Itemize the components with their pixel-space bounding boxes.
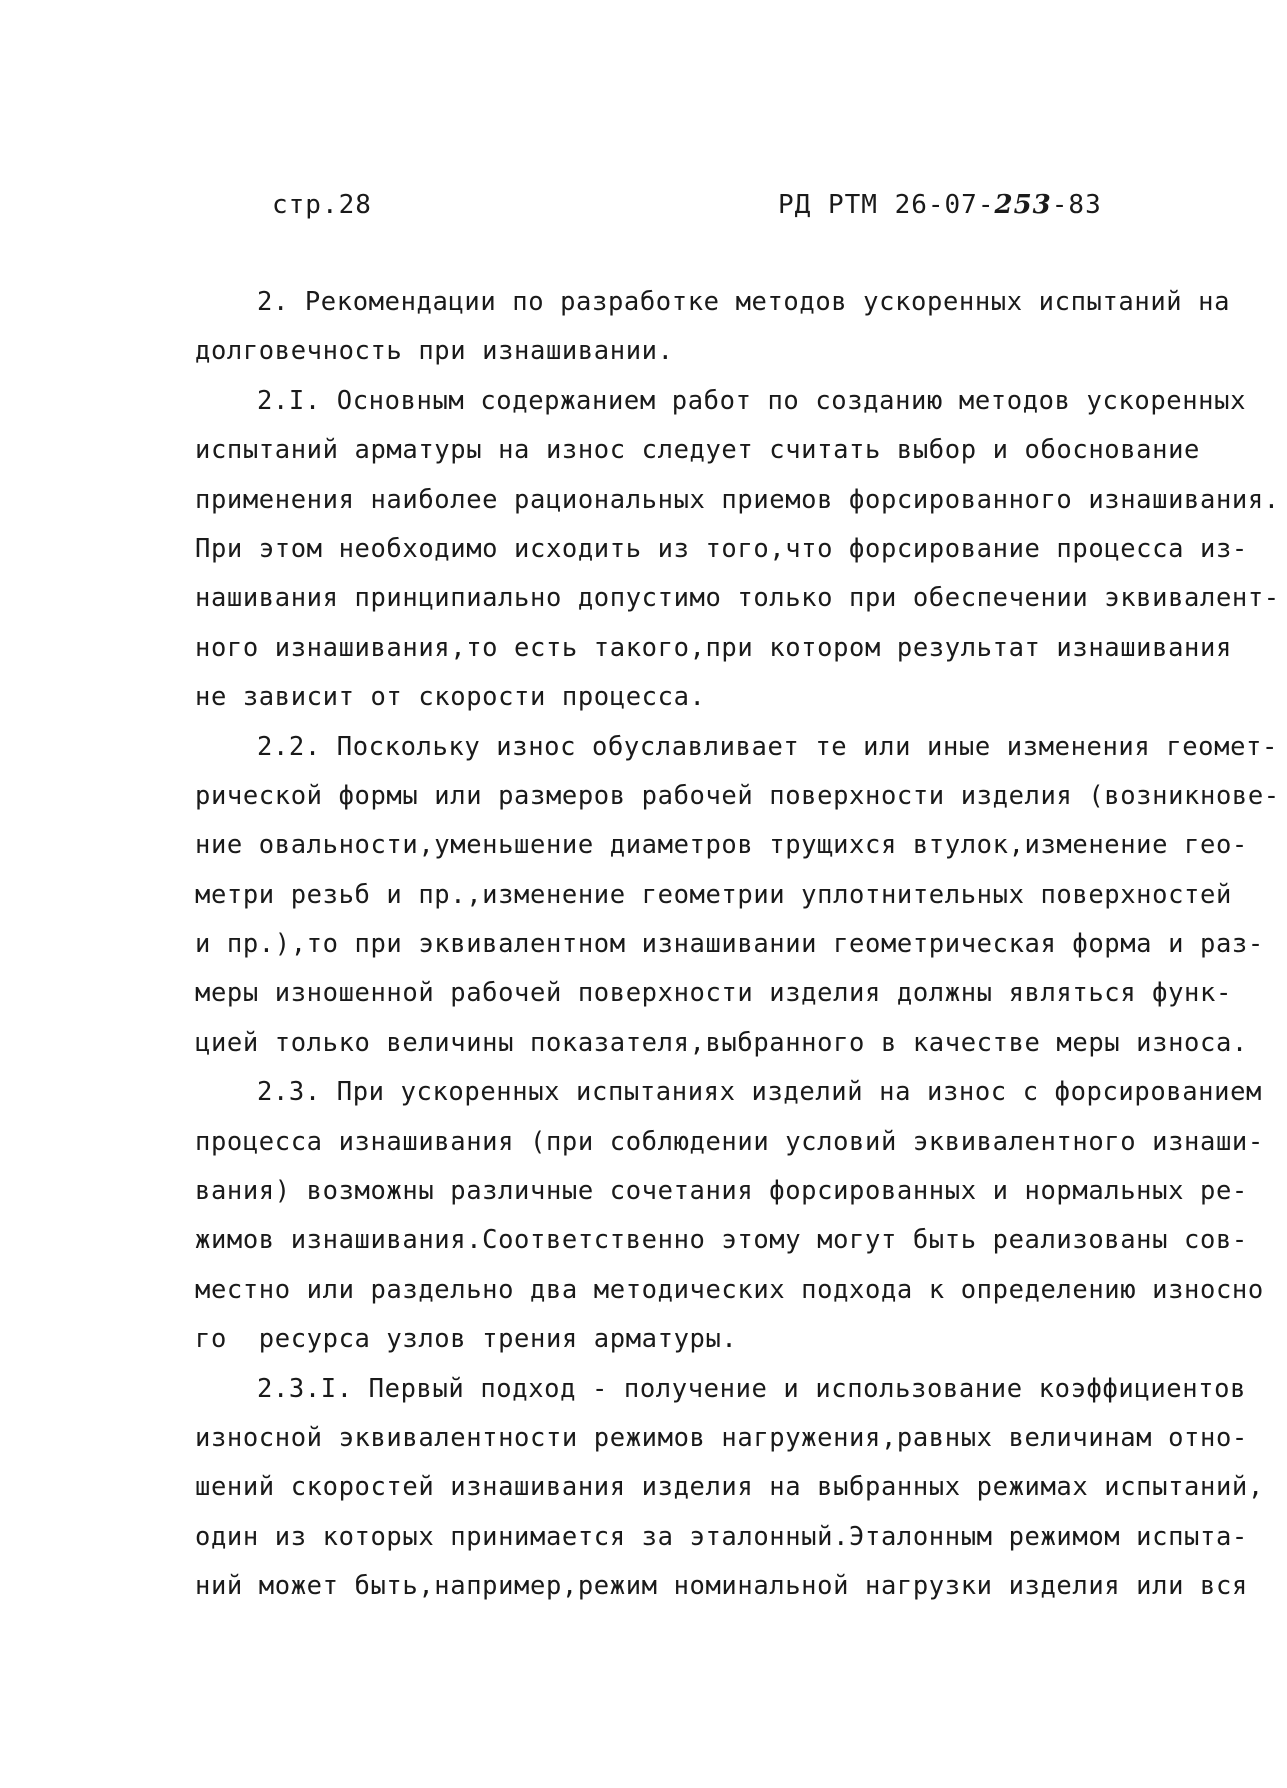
text-line: 2.I. Основным содержанием работ по созданию методов ускоренных [257,385,1247,416]
text-line: меры изношенной рабочей поверхности изделия должны являться функ- [195,978,1232,1009]
text-line: рической формы или размеров рабочей поверхности изделия (возникнове- [195,780,1280,811]
body-text [195,278,1280,1612]
text-line: ного изнашивания,то есть такого,при котором результат изнашивания [195,632,1232,663]
document-code-number: 253 [994,190,1052,220]
text-line: местно или раздельно два методических подхода к определению износно [195,1274,1264,1305]
document-code-suffix: -83 [1051,190,1102,220]
text-line: цией только величины показателя,выбранного в качестве меры износа. [195,1027,1248,1058]
text-line: и пр.),то при эквивалентном изнашивании геометрическая форма и раз- [195,929,1264,960]
text-line: При этом необходимо исходить из того,что форсирование процесса из- [195,533,1248,564]
document-code [778,190,1102,220]
text-line: шений скоростей изнашивания изделия на выбранных режимах испытаний, [195,1472,1264,1503]
text-line: не зависит от скорости процесса. [195,682,706,713]
text-line: применения наиболее рациональных приемов форсированного изнашивания. [195,484,1280,515]
text-line: испытаний арматуры на износ следует считать выбор и обоснование [195,435,1200,466]
text-line: 2. Рекомендации по разработке методов ускоренных испытаний на [257,287,1231,317]
text-line: нашивания принципиально допустимо только при обеспечении эквивалент- [195,583,1280,614]
text-line: износной эквивалентности режимов нагружения,равных величинам отно- [195,1422,1248,1453]
text-line: 2.2. Поскольку износ обуславливает те или иные изменения геомет- [257,731,1278,762]
text-line: долговечность при изнашивании. [195,336,674,367]
text-line: 2.3. При ускоренных испытаниях изделий на износ с форсированием [257,1077,1262,1108]
text-line: вания) возможны различные сочетания форсированных и нормальных ре- [195,1176,1248,1207]
text-line: ний может быть,например,режим номинальной нагрузки изделия или вся [195,1571,1248,1602]
text-line: жимов изнашивания.Соответственно этому могут быть реализованы сов- [195,1225,1248,1256]
document-code-prefix: РД РТМ 26-07- [778,190,995,220]
text-line: один из которых принимается за эталонный.Эталонным режимом испыта- [195,1521,1248,1552]
text-line: метри резьб и пр.,изменение геометрии уплотнительных поверхностей [195,879,1232,910]
text-line: 2.3.I. Первый подход - получение и использование коэффициентов [257,1373,1247,1404]
text-line: го ресурса узлов трения арматуры. [195,1324,738,1355]
text-line: процесса изнашивания (при соблюдении условий эквивалентного изнаши- [195,1126,1264,1157]
text-line: ние овальности,уменьшение диаметров трущихся втулок,изменение гео- [195,830,1248,861]
page-number: стр.28 [272,190,372,220]
